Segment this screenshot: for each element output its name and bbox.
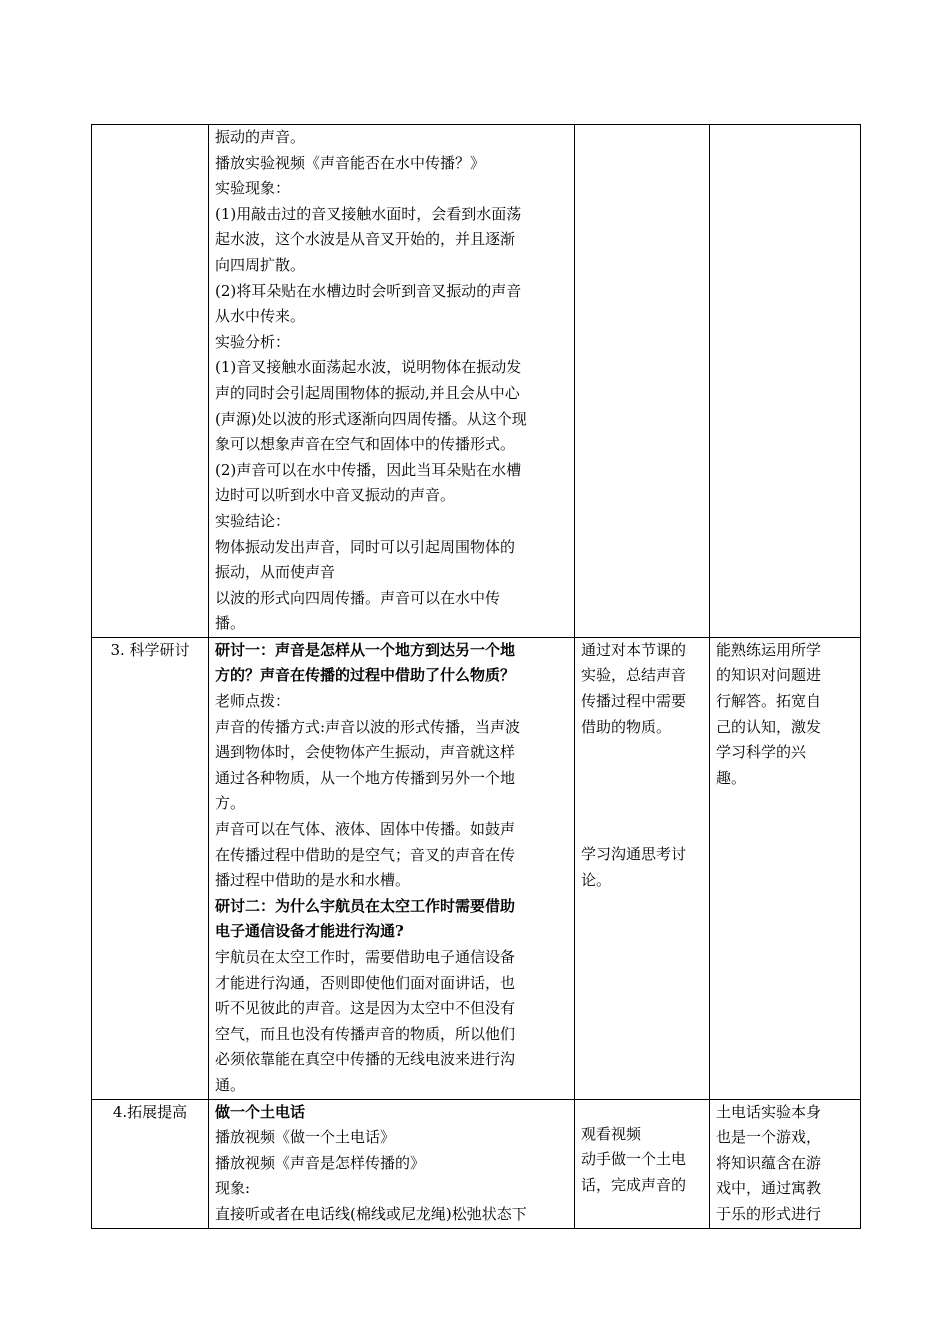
- student-activity-cell: [575, 125, 710, 638]
- text-line: 播放视频《做一个土电话》: [215, 1128, 396, 1147]
- text-line: 物体振动发出声音，同时可以引起周围物体的: [215, 537, 516, 556]
- text-line: 戏中，通过寓教: [716, 1179, 822, 1198]
- text-line: 听不见彼此的声音。这是因为太空中不但没有: [215, 999, 516, 1018]
- activity-heading: 做一个土电话: [215, 1102, 306, 1121]
- text-line: 行解答。拓宽自: [716, 692, 822, 711]
- text-line: 在传播过程中借助的是空气；音叉的声音在传: [215, 845, 516, 864]
- text-line: 振动，从而使声音: [215, 563, 336, 582]
- text-line: 通过各种物质，从一个地方传播到另外一个地: [215, 768, 516, 787]
- spacer: [581, 740, 703, 842]
- text-line: 直接听或者在电话线(棉线或尼龙绳)松弛状态下: [215, 1204, 527, 1223]
- text-line: 声的同时会引起周围物体的振动,并且会从中心: [215, 383, 520, 402]
- design-intent-cell: [710, 637, 861, 1099]
- text-line: (2)将耳朵贴在水槽边时会听到音叉振动的声音: [215, 281, 522, 300]
- teaching-process-cell: [209, 1099, 575, 1228]
- text-line: 声音可以在气体、液体、固体中传播。如鼓声: [215, 820, 516, 839]
- text-line: (1)音叉接触水面荡起水波，说明物体在振动发: [215, 358, 522, 377]
- text-line: 将知识蕴含在游: [716, 1153, 822, 1172]
- student-activity-cell: [575, 637, 710, 1099]
- table-row: [92, 637, 861, 1099]
- text-line: 起水波，这个水波是从音叉开始的，并且逐渐: [215, 230, 516, 249]
- text-line: 土电话实验本身: [716, 1102, 822, 1121]
- table-row: [92, 1099, 861, 1228]
- text-line: 学习沟通思考讨: [581, 845, 687, 864]
- text-line: 播。: [215, 614, 246, 633]
- text-line: (1)用敲击过的音叉接触水面时，会看到水面荡: [215, 204, 522, 223]
- text-line: 通过对本节课的: [581, 640, 687, 659]
- text-line: 空气，而且也没有传播声音的物质，所以他们: [215, 1024, 516, 1043]
- text-line: 实验分析：: [215, 332, 291, 351]
- text-line: 现象:: [215, 1179, 251, 1198]
- text-line: 振动的声音。: [215, 128, 306, 146]
- text-line: 向四周扩散。: [215, 255, 306, 274]
- text-line: 遇到物体时，会使物体产生振动，声音就这样: [215, 743, 516, 762]
- text-line: 播放视频《声音是怎样传播的》: [215, 1153, 426, 1172]
- discussion-heading: 方的？声音在传播的过程中借助了什么物质？: [215, 666, 516, 685]
- text-line: 播放实验视频《声音能否在水中传播？》: [215, 153, 486, 172]
- text-line: 宇航员在太空工作时，需要借助电子通信设备: [215, 948, 516, 966]
- text-line: 边时可以听到水中音叉振动的声音。: [215, 486, 456, 505]
- text-line: 播过程中借助的是水和水槽。: [215, 871, 411, 890]
- text-line: 通。: [215, 1075, 246, 1094]
- text-line: 话，完成声音的: [581, 1175, 687, 1194]
- discussion-heading: 电子通信设备才能进行沟通?: [215, 922, 404, 941]
- discussion-heading: 研讨一：声音是怎样从一个地方到达另一个地: [215, 640, 516, 659]
- teaching-process-cell: [209, 637, 575, 1099]
- text-line: 以波的形式向四周传播。声音可以在水中传: [215, 588, 501, 607]
- text-line: 实验，总结声音: [581, 666, 687, 685]
- stage-cell: [92, 125, 209, 638]
- lesson-plan-table: [91, 124, 861, 1229]
- text-line: 也是一个游戏，: [716, 1128, 822, 1147]
- spacer: [581, 1100, 703, 1122]
- text-line: 从水中传来。: [215, 307, 306, 326]
- design-intent-cell: [710, 1099, 861, 1228]
- text-line: 老师点拨：: [215, 692, 291, 711]
- text-line: 学习科学的兴: [716, 743, 807, 762]
- text-line: 象可以想象声音在空气和固体中的传播形式。: [215, 435, 516, 454]
- text-line: 才能进行沟通，否则即使他们面对面讲话，也: [215, 973, 516, 992]
- student-activity-cell: [575, 1099, 710, 1228]
- text-line: 论。: [581, 870, 612, 889]
- text-line: 观看视频: [581, 1124, 642, 1143]
- stage-cell: 3. 科学研讨: [92, 637, 209, 1099]
- text-line: 传播过程中需要: [581, 692, 687, 711]
- text-line: 己的认知，激发: [716, 717, 822, 736]
- text-line: (声源)处以波的形式逐渐向四周传播。从这个现: [215, 409, 527, 428]
- text-line: 实验现象：: [215, 179, 291, 198]
- table-row: [92, 125, 861, 638]
- text-line: 趣。: [716, 768, 747, 787]
- text-line: 动手做一个土电: [581, 1150, 687, 1169]
- teaching-process-cell: [209, 125, 575, 638]
- text-line: 的知识对问题进: [716, 666, 822, 685]
- text-line: 借助的物质。: [581, 717, 672, 736]
- text-line: 于乐的形式进行: [716, 1204, 822, 1223]
- text-line: 能熟练运用所学: [716, 640, 822, 659]
- text-line: 必须依靠能在真空中传播的无线电波来进行沟: [215, 1050, 516, 1069]
- text-line: 实验结论：: [215, 511, 291, 530]
- discussion-heading: 研讨二：为什么宇航员在太空工作时需要借助: [215, 896, 516, 915]
- text-line: 方。: [215, 794, 246, 813]
- text-line: (2)声音可以在水中传播，因此当耳朵贴在水槽: [215, 460, 522, 479]
- design-intent-cell: [710, 125, 861, 638]
- stage-cell: 4.拓展提高: [92, 1099, 209, 1228]
- text-line: 声音的传播方式:声音以波的形式传播，当声波: [215, 717, 521, 736]
